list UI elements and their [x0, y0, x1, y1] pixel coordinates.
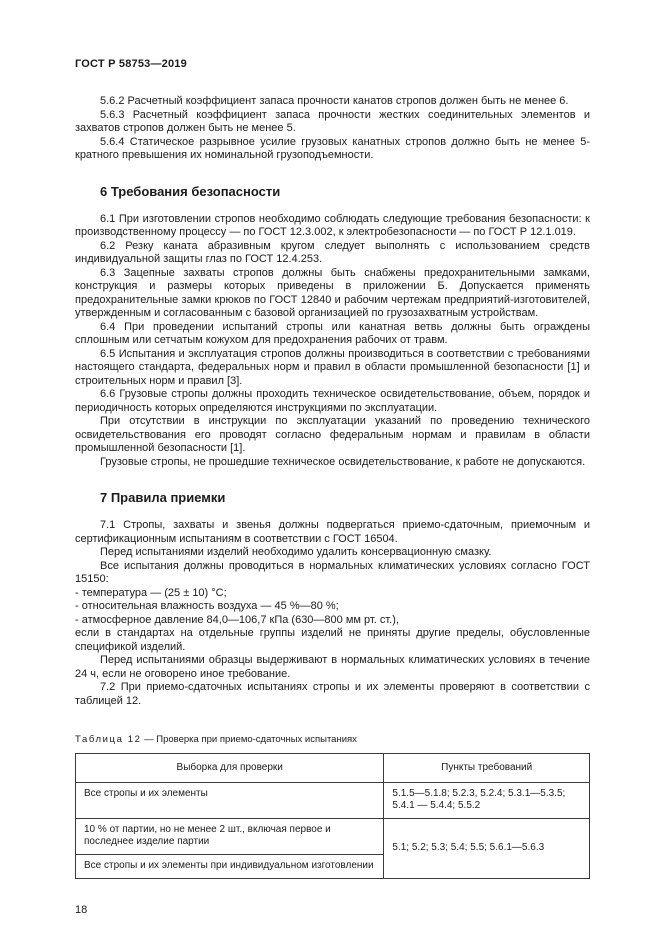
para-7-1: 7.1 Стропы, захваты и звенья должны подвергаться приемо-сдаточным, приемочным и сертификационным испытаниям в соответствии с ГОСТ 16504. — [75, 519, 590, 545]
para-6-4: 6.4 При проведении испытаний стропы или канатная ветвь должны быть ограждены сплошным или сетчатым кожухом для предохранения рабочих от травм. — [75, 320, 590, 346]
table-12-caption — [75, 733, 590, 747]
table-header-row — [76, 753, 590, 782]
para-5-6-2: 5.6.2 Расчетный коэффициент запаса прочности канатов стропов должен быть не менее 6. — [100, 95, 569, 107]
para-6-2: 6.2 Резку каната абразивным кругом следует выполнять с использованием средств индивидуальной защиты глаз по ГОСТ 12.4.253. — [75, 239, 590, 265]
para-7-2: 7.2 При приемо-сдаточных испытаниях стропы и их элементы проверяют в соответствии с таблицей 12. — [75, 681, 590, 707]
table-12 — [75, 753, 590, 879]
para-6-6-note: При отсутствии в инструкции по эксплуатации указаний по проведению технического освидетельствования его проводят согласно федеральным нормам и правилам в области промышленной безопасности [1]. — [75, 415, 590, 454]
para-7-1-prep: Перед испытаниями изделий необходимо удалить консервационную смазку. — [100, 546, 492, 558]
para-7-1-exception: если в стандартах на отдельные группы изделий не приняты другие пределы, обусловленные спецификой изделий. — [75, 627, 590, 653]
table-cell-requirements-2: 5.1; 5.2; 5.3; 5.4; 5.5; 5.6.1—5.6.3 — [384, 818, 590, 878]
list-item-humidity: - относительная влажность воздуха — 45 %—80 %; — [75, 600, 339, 612]
page-number: 18 — [75, 903, 88, 916]
para-5-6-4: 5.6.4 Статическое разрывное усилие грузовых канатных стропов должно быть не менее 5-кратного превышения их номинальной грузоподъемности. — [75, 135, 590, 161]
section-7-title: 7 Правила приемки — [100, 490, 226, 505]
table-cell-sample-2: 10 % от партии, но не менее 2 шт., включая первое и последнее изделие партии — [76, 818, 384, 854]
doc-number: ГОСТ Р 58753—2019 — [75, 58, 187, 70]
table-cell-sample-3: Все стропы и их элементы при индивидуальном изготовлении — [76, 854, 384, 878]
para-6-1: 6.1 При изготовлении стропов необходимо соблюдать следующие требования безопасности: к производственному процессу — по ГОСТ 12.3.002, к электробезопасности — по ГОСТ Р 12.1.019. — [75, 212, 590, 238]
document-body — [75, 95, 590, 917]
para-7-1-holding: Перед испытаниями образцы выдерживают в нормальных климатических условиях в течение 24 ч, если не оговорено иное требование. — [75, 654, 590, 680]
para-6-6-note2: Грузовые стропы, не прошедшие техническое освидетельствование, к работе не допускаются. — [100, 455, 586, 468]
para-6-5: 6.5 Испытания и эксплуатация стропов должны производиться в соответствии с требованиями настоящего стандарта, федеральных норм и правил в области промышленной безопасности [1] и строительных норм и правил [3]. — [75, 347, 590, 387]
table-header-requirements: Пункты требований — [384, 753, 590, 782]
table-cell-requirements-1: 5.1.5—5.1.8; 5.2.3, 5.2.4; 5.3.1—5.3.5; 5.4.1 — 5.4.4; 5.5.2 — [384, 782, 590, 818]
table-row — [76, 818, 590, 854]
table-cell-sample-1: Все стропы и их элементы — [76, 782, 384, 818]
section-6-title: 6 Требования безопасности — [100, 183, 281, 199]
para-6-3: 6.3 Зацепные захваты стропов должны быть снабжены предохранительными замками, конструкция и размеры которых приведены в приложении Б. Допускается применять предохранительные замки крюков по ГОСТ 12840 и рабочим чертежам предприятий-изготовителей, утвержденным и согласованным с базовой организацией по грузозахватным устройствам. — [75, 266, 590, 319]
table-12-caption-text: — Проверка при приемо-сдаточных испытаниях — [144, 734, 357, 745]
table-row — [76, 782, 590, 818]
table-header-sample: Выборка для проверки — [76, 753, 384, 782]
para-5-6-3: 5.6.3 Расчетный коэффициент запаса прочности жестких соединительных элементов и захватов стропов должен быть не менее 5. — [75, 108, 590, 134]
list-item-temperature: - температура — (25 ± 10) °C; — [75, 586, 227, 599]
para-6-6: 6.6 Грузовые стропы должны проходить техническое освидетельствование, объем, порядок и периодичность которых определяются инструкциями по эксплуатации. — [75, 388, 590, 414]
para-7-1-conditions: Все испытания должны проводиться в нормальных климатических условиях согласно ГОСТ 15150: — [75, 559, 590, 585]
table-12-caption-label: Таблица 12 — [75, 734, 142, 745]
list-item-pressure: - атмосферное давление 84,0—106,7 кПа (630—800 мм рт. ст.), — [75, 613, 399, 626]
